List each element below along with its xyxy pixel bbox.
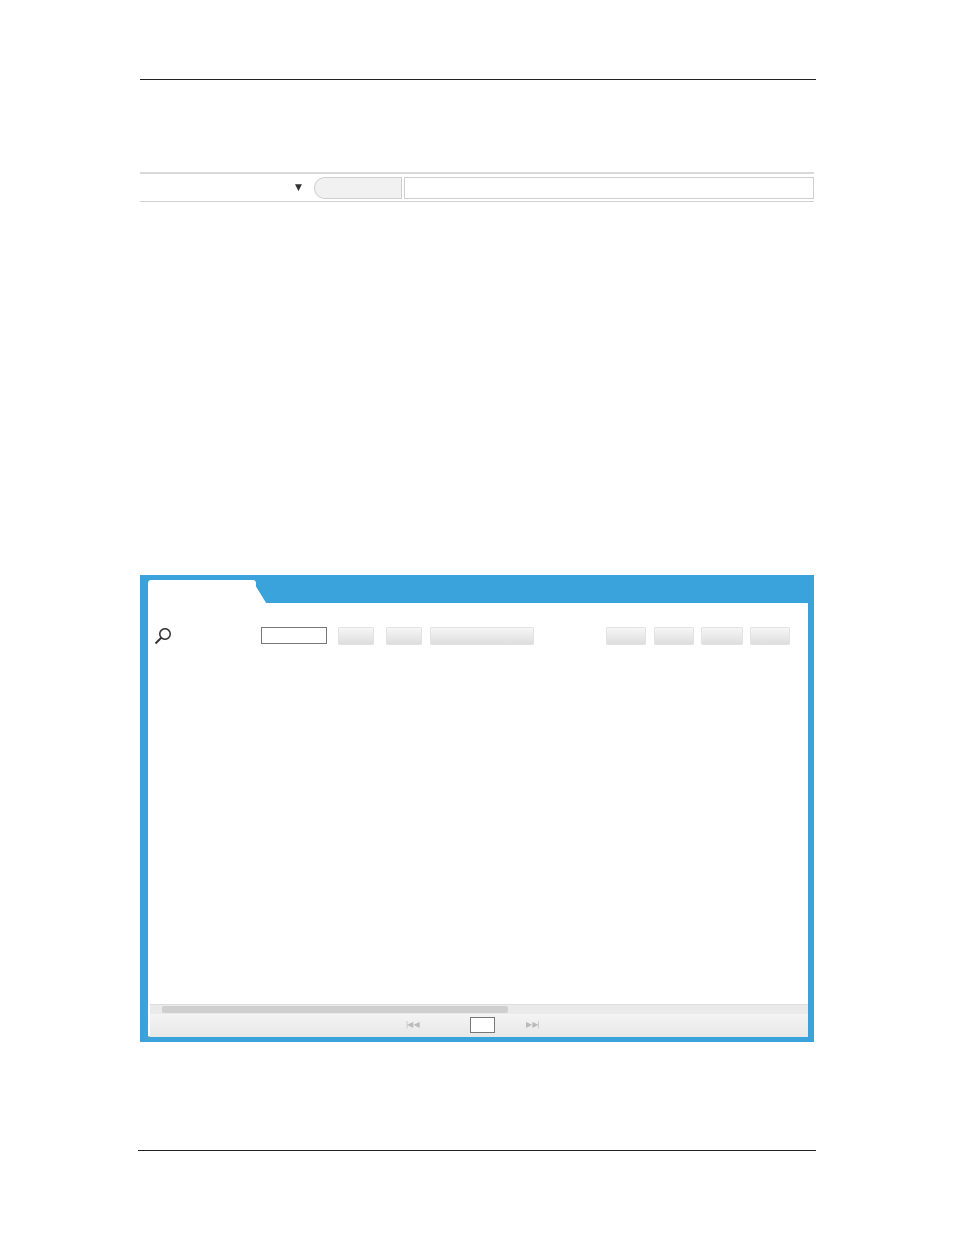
devices-panel xyxy=(148,603,808,1037)
formula-input[interactable] xyxy=(404,177,814,199)
edit-button[interactable] xyxy=(750,627,790,645)
devices-toolbar xyxy=(148,623,808,649)
scrollbar-thumb[interactable] xyxy=(162,1006,508,1013)
search-input[interactable] xyxy=(261,627,327,644)
horizontal-scrollbar[interactable] xyxy=(150,1004,808,1014)
name-box[interactable] xyxy=(140,177,310,199)
import-button[interactable] xyxy=(606,627,646,645)
delete-button[interactable] xyxy=(701,627,743,645)
formula-bar xyxy=(140,172,814,202)
search-button[interactable] xyxy=(338,627,374,645)
pager xyxy=(150,1014,808,1037)
page-input[interactable] xyxy=(470,1017,495,1033)
advanced-search-button[interactable] xyxy=(430,627,534,645)
next-page-icon[interactable]: ▶ ▶| xyxy=(526,1020,539,1029)
search-icon xyxy=(154,627,172,645)
add-button[interactable] xyxy=(654,627,694,645)
page-header xyxy=(140,56,816,80)
dropdown-arrow-icon[interactable]: ▼ xyxy=(295,183,302,193)
formula-controls xyxy=(314,177,402,199)
clear-button[interactable] xyxy=(386,627,422,645)
excel-screenshot xyxy=(140,172,814,514)
first-page-icon[interactable]: |◀ ◀ xyxy=(406,1020,419,1029)
devices-screenshot xyxy=(140,575,814,1042)
page-footer xyxy=(138,1150,816,1151)
